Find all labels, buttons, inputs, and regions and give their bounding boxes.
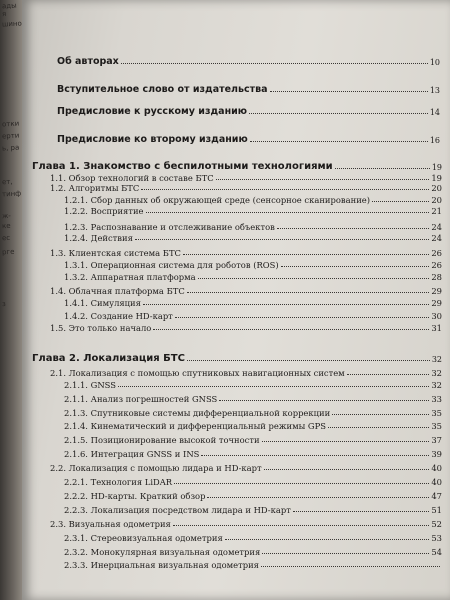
left-page-fragment: ерти xyxy=(1,131,20,141)
toc-entry-page: 20 xyxy=(431,183,442,193)
toc-entry-page: 26 xyxy=(431,248,442,258)
toc-entry-page: 24 xyxy=(431,233,442,243)
toc-entry-title: 1.3.1. Операционная система для роботов (ROS) xyxy=(64,260,279,270)
toc-subsection xyxy=(64,505,442,515)
toc-entry-page: 35 xyxy=(431,408,442,418)
toc-entry-page: 13 xyxy=(429,86,440,95)
toc-entry-page: 21 xyxy=(431,206,442,216)
toc-entry-page: 31 xyxy=(431,323,442,333)
toc-leader-dots xyxy=(225,539,430,540)
toc-subsection xyxy=(64,233,442,243)
toc-subsection xyxy=(64,260,442,270)
toc-entry-title: 1.4. Облачная платформа БТС xyxy=(50,286,185,296)
toc-entry-title: 1.4.1. Симуляция xyxy=(64,298,141,308)
toc-subsection xyxy=(64,272,442,282)
toc-leader-dots xyxy=(262,441,430,442)
toc-entry-title: 2.1.3. Спутниковые системы дифференциальной коррекции xyxy=(64,408,331,418)
left-page-edge xyxy=(0,0,22,600)
toc-entry-title: 2.3.2. Монокулярная визуальная одометрия xyxy=(64,547,261,557)
toc-leader-dots xyxy=(262,553,429,554)
toc-leader-dots xyxy=(264,469,430,470)
toc-entry-page: 16 xyxy=(429,136,440,145)
toc-subsection xyxy=(64,380,442,390)
toc-entry-page: 28 xyxy=(431,272,442,282)
toc-section xyxy=(50,173,442,183)
toc-entry-title: 2.2.1. Технология LiDAR xyxy=(64,477,173,487)
toc-subsection xyxy=(64,408,442,418)
toc-subsection xyxy=(64,222,442,232)
toc-leader-dots xyxy=(187,292,430,293)
left-page-fragment: отки xyxy=(1,119,20,129)
toc-leader-dots xyxy=(328,427,429,428)
toc-entry-page: 29 xyxy=(431,286,442,296)
toc-entry-title: Об авторах xyxy=(57,56,119,67)
toc-leader-dots xyxy=(198,278,430,279)
toc-section xyxy=(50,286,442,296)
toc-entry-page: 19 xyxy=(431,163,442,172)
toc-entry-title: 1.2.2. Восприятие xyxy=(64,206,144,216)
toc-entry-russian-preface xyxy=(57,106,440,117)
toc-chapter-1 xyxy=(32,161,442,172)
toc-leader-dots xyxy=(250,141,428,142)
toc-leader-dots xyxy=(372,201,429,202)
toc-entry-page: 40 xyxy=(431,477,442,487)
toc-entry-page: 26 xyxy=(431,260,442,270)
toc-section xyxy=(50,183,442,193)
toc-entry-title: 2.1. Локализация с помощью спутниковых навигационных систем xyxy=(50,368,345,378)
toc-leader-dots xyxy=(249,113,428,114)
toc-entry-page: 47 xyxy=(431,491,442,501)
toc-chapter-2 xyxy=(32,353,442,364)
toc-entry-title: 2.3. Визуальная одометрия xyxy=(50,519,171,529)
toc-entry-page: 29 xyxy=(431,298,442,308)
toc-entry-title: 1.2.3. Распознавание и отслеживание объектов xyxy=(64,222,275,232)
toc-section xyxy=(50,519,442,529)
toc-subsection xyxy=(64,435,442,445)
toc-leader-dots xyxy=(281,266,430,267)
toc-entry-title: 2.1.1. GNSS xyxy=(64,380,116,390)
toc-entry-title: Глава 1. Знакомство с беспилотными технологиями xyxy=(32,161,333,172)
toc-entry-title: 1.1. Обзор технологий в составе БТС xyxy=(50,173,214,183)
toc-subsection xyxy=(64,491,442,501)
toc-subsection xyxy=(64,449,442,459)
toc-subsection xyxy=(64,394,442,404)
toc-entry-page: 30 xyxy=(431,311,442,321)
toc-leader-dots xyxy=(141,189,429,190)
toc-subsection xyxy=(64,421,442,431)
toc-entry-second-edition-preface xyxy=(57,134,440,145)
toc-leader-dots xyxy=(201,455,429,456)
toc-leader-dots xyxy=(175,317,430,318)
toc-entry-page: 54 xyxy=(431,547,442,557)
toc-leader-dots xyxy=(146,212,430,213)
toc-subsection xyxy=(64,206,442,216)
toc-entry-page: 32 xyxy=(431,368,442,378)
left-page-fragment: з xyxy=(1,299,6,309)
toc-entry-title: 2.2.3. Локализация посредством лидара и HD-карт xyxy=(64,505,291,515)
toc-leader-dots xyxy=(121,63,428,64)
toc-section xyxy=(50,368,442,378)
toc-subsection xyxy=(64,547,442,557)
toc-subsection xyxy=(64,298,442,308)
toc-entry-page: 14 xyxy=(429,108,440,117)
left-page-fragment: шино xyxy=(1,19,22,29)
toc-entry-title: 2.2.2. HD-карты. Краткий обзор xyxy=(64,491,206,501)
toc-entry-page: 35 xyxy=(431,421,442,431)
toc-entry-title: 1.2. Алгоритмы БТС xyxy=(50,183,140,193)
toc-entry-page: 20 xyxy=(431,195,442,205)
toc-section xyxy=(50,248,442,258)
left-page-fragment: ке xyxy=(1,221,11,231)
toc-leader-dots xyxy=(118,386,429,387)
toc-leader-dots xyxy=(207,497,429,498)
left-page-fragment: ес xyxy=(1,233,11,243)
toc-entry-page: 51 xyxy=(431,505,442,515)
toc-entry-title: Вступительное слово от издательства xyxy=(57,84,268,95)
toc-entry-page: 32 xyxy=(431,380,442,390)
toc-subsection xyxy=(64,477,442,487)
toc-entry-page: 39 xyxy=(431,449,442,459)
left-page-fragment: тинф xyxy=(1,189,22,199)
toc-entry-page: 10 xyxy=(429,58,440,67)
toc-entry-title: 1.2.4. Действия xyxy=(64,233,133,243)
book-page xyxy=(22,0,450,600)
toc-leader-dots xyxy=(173,525,429,526)
toc-entry-page: 52 xyxy=(431,519,442,529)
toc-leader-dots xyxy=(174,483,429,484)
toc-entry-page: 37 xyxy=(431,435,442,445)
toc-leader-dots xyxy=(335,168,430,169)
toc-entry-page: 24 xyxy=(431,222,442,232)
toc-section xyxy=(50,463,442,473)
toc-entry-title: 2.1.5. Позиционирование высокой точности xyxy=(64,435,260,445)
toc-leader-dots xyxy=(143,304,429,305)
toc-entry-title: 1.5. Это только начало xyxy=(50,323,152,333)
toc-entry-title: 2.3.1. Стереовизуальная одометрия xyxy=(64,533,223,543)
toc-subsection xyxy=(64,533,442,543)
toc-entry-title: 2.1.6. Интеграция GNSS и INS xyxy=(64,449,200,459)
toc-leader-dots xyxy=(216,179,430,180)
toc-leader-dots xyxy=(332,414,429,415)
left-page-fragment: рге xyxy=(1,247,15,257)
toc-entry-title: 1.2.1. Сбор данных об окружающей среде (сенсорное сканирование) xyxy=(64,195,370,205)
toc-entry-title: Глава 2. Локализация БТС xyxy=(32,353,185,364)
toc-entry-title: 1.3. Клиентская система БТС xyxy=(50,248,181,258)
toc-entry-publisher-word xyxy=(57,84,440,95)
toc-entry-title: Предисловие к русскому изданию xyxy=(57,106,248,117)
left-page-fragment: ж- xyxy=(1,211,12,221)
toc-entry-title: Предисловие ко второму изданию xyxy=(57,134,248,145)
toc-leader-dots xyxy=(347,374,430,375)
left-page-fragment: ады xyxy=(1,1,17,11)
toc-leader-dots xyxy=(219,400,429,401)
toc-subsection xyxy=(64,560,442,570)
toc-leader-dots xyxy=(153,329,429,330)
toc-entry-page: 19 xyxy=(431,173,442,183)
left-page-fragment: ь, ра xyxy=(1,143,20,153)
table-of-contents xyxy=(22,0,450,600)
toc-leader-dots xyxy=(277,228,429,229)
toc-entry-page: 53 xyxy=(431,533,442,543)
toc-entry-title: 1.3.2. Аппаратная платформа xyxy=(64,272,196,282)
left-page-fragment: я xyxy=(1,9,7,19)
toc-entry-page: 33 xyxy=(431,394,442,404)
toc-subsection xyxy=(64,311,442,321)
toc-section xyxy=(50,323,442,333)
left-page-fragment: ет, xyxy=(1,177,13,187)
toc-entry-about-authors xyxy=(57,56,440,67)
toc-leader-dots xyxy=(270,91,428,92)
toc-leader-dots xyxy=(293,511,429,512)
toc-entry-title: 2.1.4. Кинематический и дифференциальный режимы GPS xyxy=(64,421,326,431)
toc-leader-dots xyxy=(261,566,440,567)
toc-entry-title: 1.4.2. Создание HD-карт xyxy=(64,311,173,321)
toc-entry-title: 2.1.1. Анализ погрешностей GNSS xyxy=(64,394,218,404)
toc-entry-title: 2.2. Локализация с помощью лидара и HD-карт xyxy=(50,463,262,473)
toc-leader-dots xyxy=(135,239,429,240)
toc-leader-dots xyxy=(183,254,429,255)
toc-entry-page: 32 xyxy=(431,355,442,364)
toc-leader-dots xyxy=(187,360,430,361)
toc-entry-page: 40 xyxy=(431,463,442,473)
toc-subsection xyxy=(64,195,442,205)
toc-entry-title: 2.3.3. Инерциальная визуальная одометрия xyxy=(64,560,259,570)
